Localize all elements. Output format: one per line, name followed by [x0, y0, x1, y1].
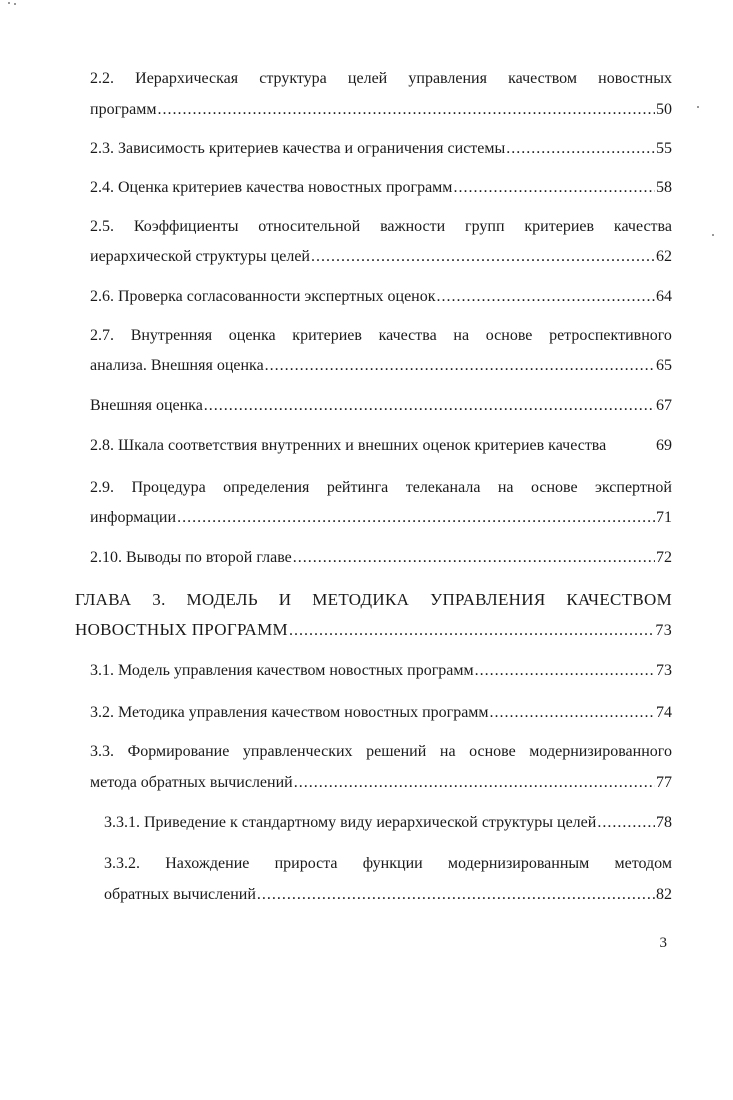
toc-entry-title: 2.3. Зависимость критериев качества и ограничения системы: [90, 140, 506, 157]
toc-word: качества: [613, 218, 672, 235]
toc-word: важности: [380, 218, 446, 235]
scan-speck: [8, 2, 10, 4]
toc-entry-title-line: [90, 69, 672, 89]
toc-entry-leader-line: [90, 100, 672, 120]
dot-leader: [311, 247, 655, 267]
toc-word: Процедура: [131, 479, 206, 496]
toc-entry[interactable]: [90, 396, 672, 416]
toc-page-number: 78: [656, 814, 672, 831]
toc-entry-title-line: [90, 478, 672, 498]
toc-page-number: 62: [656, 248, 672, 265]
toc-entry-title-end: информации: [90, 509, 177, 526]
toc-entry-leader-line: [90, 436, 672, 456]
scan-speck: [712, 234, 714, 236]
toc-word: Коэффициенты: [133, 218, 239, 235]
toc-entry-title: Внешняя оценка: [90, 397, 203, 414]
toc-word: оценка: [228, 327, 276, 344]
toc-word: целей: [347, 70, 388, 87]
toc-page-number: 74: [656, 704, 672, 721]
toc-entry[interactable]: [90, 287, 672, 307]
dot-leader: [453, 178, 655, 198]
toc-word: 2.9.: [90, 479, 114, 496]
dot-leader: [597, 813, 655, 833]
dot-leader: [490, 703, 655, 723]
toc-entry-title-line: [90, 217, 672, 237]
toc-word: критериев: [292, 327, 362, 344]
toc-entry[interactable]: [90, 478, 672, 528]
toc-page-number: 65: [656, 357, 672, 374]
toc-page-number: 58: [656, 179, 672, 196]
toc-word: УПРАВЛЕНИЯ: [430, 590, 546, 609]
toc-entry-title-line: [90, 326, 672, 346]
toc-entry[interactable]: [90, 436, 672, 456]
toc-page-number: 71: [656, 509, 672, 526]
toc-subentry[interactable]: [104, 813, 672, 833]
toc-word: 2.7.: [90, 327, 114, 344]
toc-chapter-title-end: НОВОСТНЫХ ПРОГРАММ: [75, 620, 288, 639]
toc-word: управления: [408, 70, 487, 87]
toc-entry[interactable]: [90, 703, 672, 723]
toc-entry-title: 3.1. Модель управления качеством новостных программ: [90, 662, 474, 679]
toc-entry-leader-line: [90, 247, 672, 267]
scan-speck: [697, 106, 699, 108]
toc-entry[interactable]: [90, 178, 672, 198]
toc-entry[interactable]: [90, 217, 672, 267]
toc-chapter-title-line: [75, 590, 672, 610]
toc-word: на: [497, 479, 514, 496]
toc-word: телеканала: [405, 479, 481, 496]
toc-entry-leader-line: [104, 885, 672, 905]
toc-entry-leader-line: [90, 139, 672, 159]
toc-entry-leader-line: [90, 287, 672, 307]
toc-word: определения: [223, 479, 310, 496]
toc-word: основе: [485, 327, 533, 344]
dot-leader: [293, 548, 655, 568]
toc-entry-title-end: обратных вычислений: [104, 886, 256, 903]
toc-entry-title-line: [104, 854, 672, 874]
toc-entry-leader-line: [90, 508, 672, 528]
toc-word: структура: [259, 70, 327, 87]
toc-entry-leader-line: [90, 661, 672, 681]
toc-entry[interactable]: [90, 661, 672, 681]
dot-leader: [257, 885, 655, 905]
toc-word: критериев: [524, 218, 595, 235]
toc-word: методом: [614, 855, 672, 872]
dot-leader: [506, 139, 655, 159]
page-number: 3: [659, 935, 667, 951]
toc-word: Формирование: [127, 743, 230, 760]
toc-page-number: 73: [656, 662, 672, 679]
toc-word: 3.: [152, 590, 166, 609]
toc-word: прироста: [274, 855, 338, 872]
toc-entry-title-end: иерархической структуры целей: [90, 248, 310, 265]
toc-entry[interactable]: [90, 139, 672, 159]
toc-page-number: 72: [656, 549, 672, 566]
toc-page-number: 69: [656, 437, 672, 454]
toc-word: ГЛАВА: [75, 590, 132, 609]
toc-word: рейтинга: [326, 479, 389, 496]
dot-leader: [289, 621, 654, 641]
toc-entry-title-line: [90, 742, 672, 762]
toc-entry-title: 3.2. Методика управления качеством новостных программ: [90, 704, 489, 721]
toc-entry-title: 2.10. Выводы по второй главе: [90, 549, 292, 566]
toc-entry-title-end: анализа. Внешняя оценка: [90, 357, 264, 374]
toc-entry-title: 3.3.1. Приведение к стандартному виду иерархической структуры целей: [104, 814, 597, 831]
toc-entry-leader-line: [90, 396, 672, 416]
toc-page-number: 77: [656, 774, 672, 791]
toc-entry-leader-line: [90, 773, 672, 793]
toc-entry-title: 2.8. Шкала соответствия внутренних и внешних оценок критериев качества: [90, 437, 607, 454]
toc-word: на: [439, 743, 456, 760]
toc-word: экспертной: [595, 479, 672, 496]
toc-word: КАЧЕСТВОМ: [566, 590, 672, 609]
toc-word: модернизированного: [529, 743, 672, 760]
scan-speck: [14, 3, 16, 5]
toc-chapter-entry[interactable]: [75, 590, 672, 641]
toc-word: модернизированным: [447, 855, 590, 872]
toc-page-number: 50: [656, 101, 672, 118]
toc-word: качества: [378, 327, 437, 344]
toc-entry-title-end: программ: [90, 101, 157, 118]
toc-word: 3.3.2.: [104, 855, 140, 872]
toc-word: МОДЕЛЬ: [186, 590, 258, 609]
toc-page-number: 55: [656, 140, 672, 157]
dot-leader: [265, 356, 655, 376]
toc-entry[interactable]: [90, 326, 672, 376]
toc-word: основе: [530, 479, 578, 496]
toc-word: Иерархическая: [135, 70, 239, 87]
dot-leader: [294, 773, 655, 793]
dot-leader: [177, 508, 655, 528]
toc-word: ретроспективного: [549, 327, 672, 344]
toc-word: основе: [469, 743, 516, 760]
toc-word: Нахождение: [165, 855, 250, 872]
toc-word: 2.2.: [90, 70, 114, 87]
toc-entry[interactable]: [90, 742, 672, 793]
toc-page-number: 73: [655, 622, 672, 639]
toc-word: управленческих: [242, 743, 353, 760]
dot-leader: [437, 287, 655, 307]
dot-leader: [475, 661, 655, 681]
toc-word: на: [453, 327, 470, 344]
toc-page-number: 82: [656, 886, 672, 903]
toc-word: 2.5.: [90, 218, 114, 235]
toc-word: качеством: [508, 70, 577, 87]
toc-page-number: 64: [656, 288, 672, 305]
toc-word: относительной: [258, 218, 361, 235]
toc-page-number: 67: [656, 397, 672, 414]
toc-subentry[interactable]: [104, 854, 672, 905]
toc-entry-leader-line: [75, 620, 672, 641]
toc-word: Внутренняя: [130, 327, 213, 344]
toc-word: новостных: [598, 70, 672, 87]
toc-word: И: [278, 590, 292, 609]
toc-word: решений: [366, 743, 427, 760]
toc-entry[interactable]: [90, 548, 672, 568]
toc-entry-leader-line: [90, 703, 672, 723]
dot-leader: [157, 100, 655, 120]
toc-entry[interactable]: [90, 69, 672, 120]
toc-word: функции: [362, 855, 423, 872]
toc-entry-leader-line: [104, 813, 672, 833]
toc-entry-leader-line: [90, 548, 672, 568]
toc-word: 3.3.: [90, 743, 114, 760]
toc-entry-title-end: метода обратных вычислений: [90, 774, 293, 791]
toc-entry-leader-line: [90, 356, 672, 376]
toc-word: МЕТОДИКА: [312, 590, 410, 609]
toc-entry-leader-line: [90, 178, 672, 198]
toc-entry-title: 2.6. Проверка согласованности экспертных оценок: [90, 288, 436, 305]
dot-leader: [204, 396, 655, 416]
toc-word: групп: [465, 218, 505, 235]
toc-entry-title: 2.4. Оценка критериев качества новостных программ: [90, 179, 453, 196]
